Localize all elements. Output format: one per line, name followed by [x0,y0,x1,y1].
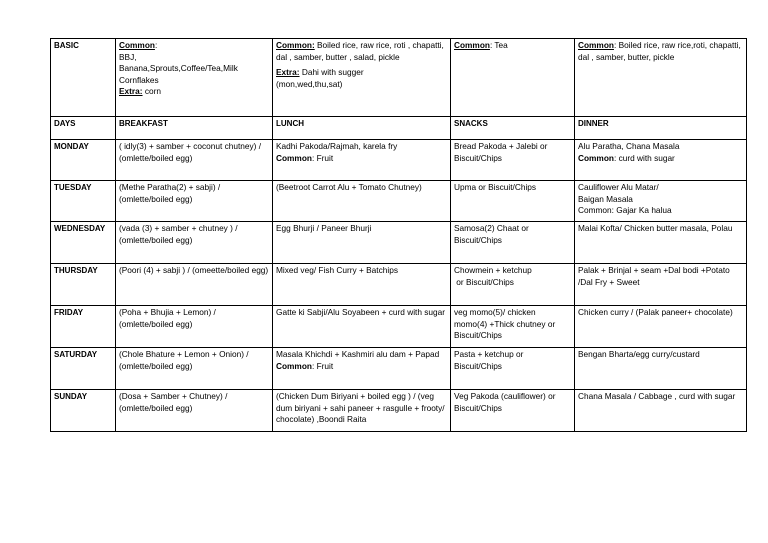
basic-lunch-extra [276,67,447,79]
day-cell: MONDAY [51,140,116,181]
table-row [51,181,747,222]
common-label: Common [578,40,614,50]
dinner-cell: Chicken curry / (Palak paneer+ chocolate) [575,306,747,348]
basic-lunch-extra-days: (mon,wed,thu,sat) [276,78,343,89]
basic-breakfast-line: Cornflakes [119,74,159,85]
table-row [51,348,747,390]
header-row [51,117,747,140]
lunch-text: Kadhi Pakoda/Rajmah, karela fry [276,141,398,151]
dinner-cell: Chana Masala / Cabbage , curd with sugar [575,390,747,432]
table-row [51,306,747,348]
dinner-cell: Palak + Brinjal + seam +Dal bodi +Potato /Dal Fry + Sweet [575,264,747,306]
breakfast-cell: (Poori (4) + sabji ) / (omeette/boiled egg) [116,264,273,306]
basic-lunch-cell [273,39,451,117]
snacks-cell: Samosa(2) Chaat or Biscuit/Chips [451,222,575,264]
header-snacks: SNACKS [451,117,575,140]
table-row [51,264,747,306]
snacks-cell: veg momo(5)/ chicken momo(4) +Thick chutney or Biscuit/Chips [451,306,575,348]
basic-dinner-cell [575,39,747,117]
basic-breakfast-extra [119,86,269,98]
breakfast-cell: (Dosa + Samber + Chutney) / (omlette/boiled egg) [116,390,273,432]
snacks-cell: Veg Pakoda (cauliflower) or Biscuit/Chips [451,390,575,432]
common-text: : Fruit [311,360,334,371]
common-text: Boiled rice, raw rice, roti , chapatti, dal , samber, butter , salad, pickle [276,40,444,62]
basic-label: BASIC [51,39,116,117]
dinner-line: Common: Gajar Ka halua [578,205,672,216]
extra-text: Dahi with sugger [299,67,364,78]
lunch-cell: (Chicken Dum Biriyani + boiled egg ) / (veg dum biriyani + sahi paneer + rasgulle + frooty/ chocolate) ,Boondi Raita [273,390,451,432]
dinner-cell: Malai Kofta/ Chicken butter masala, Polau [575,222,747,264]
day-cell: SUNDAY [51,390,116,432]
common-label: Common [454,40,490,50]
table-row [51,222,747,264]
breakfast-cell: ( idly(3) + samber + coconut chutney) / (omlette/boiled egg) [116,140,273,181]
day-cell: FRIDAY [51,306,116,348]
snacks-cell [451,264,575,306]
basic-breakfast-line: Banana,Sprouts,Coffee/Tea,Milk [119,63,238,74]
header-dinner: DINNER [575,117,747,140]
basic-breakfast-line: BBJ, [119,51,137,62]
common-label: Common [578,152,614,163]
extra-text: corn [142,86,161,97]
header-lunch: LUNCH [273,117,451,140]
dinner-text: Alu Paratha, Chana Masala [578,141,680,151]
snacks-cell: Upma or Biscuit/Chips [451,181,575,222]
basic-lunch-common [276,40,444,62]
basic-row [51,39,747,117]
header-breakfast: BREAKFAST [116,117,273,140]
snacks-line: Chowmein + ketchup [454,265,532,275]
lunch-cell: Mixed veg/ Fish Curry + Batchips [273,264,451,306]
lunch-common [276,153,447,165]
snacks-cell: Pasta + ketchup or Biscuit/Chips [451,348,575,390]
table-row [51,390,747,432]
dinner-line: Cauliflower Alu Matar/ [578,182,659,192]
lunch-cell [273,348,451,390]
lunch-text: Masala Khichdi + Kashmiri alu dam + Papad [276,349,440,359]
breakfast-cell: (vada (3) + samber + chutney ) / (omlette/boiled egg) [116,222,273,264]
basic-snacks-cell [451,39,575,117]
common-label: Common [276,360,312,371]
extra-label: Extra: [119,86,143,97]
breakfast-cell: (Poha + Bhujia + Lemon) / (omlette/boiled egg) [116,306,273,348]
snacks-line: or Biscuit/Chips [454,276,514,287]
table-row [51,140,747,181]
lunch-cell: Egg Bhurji / Paneer Bhurji [273,222,451,264]
weekly-menu-table [50,38,747,432]
day-cell: TUESDAY [51,181,116,222]
breakfast-cell: (Methe Paratha(2) + sabji) / (omlette/boiled egg) [116,181,273,222]
extra-label: Extra: [276,67,300,78]
dinner-line: Baigan Masala [578,193,633,204]
lunch-common [276,361,447,373]
common-text: : Tea [489,40,508,50]
snacks-cell: Bread Pakoda + Jalebi or Biscuit/Chips [451,140,575,181]
common-text: : Boiled rice, raw rice,roti, chapatti, dal , samber, butter, pickle [578,40,741,62]
common-text: : Fruit [311,152,334,163]
lunch-cell: Gatte ki Sabji/Alu Soyabeen + curd with sugar [273,306,451,348]
lunch-cell: (Beetroot Carrot Alu + Tomato Chutney) [273,181,451,222]
dinner-cell [575,140,747,181]
common-label: Common [276,152,312,163]
dinner-common [578,153,743,165]
day-cell: SATURDAY [51,348,116,390]
dinner-cell: Bengan Bharta/egg curry/custard [575,348,747,390]
common-colon: : [154,40,158,50]
day-cell: WEDNESDAY [51,222,116,264]
day-cell: THURSDAY [51,264,116,306]
breakfast-cell: (Chole Bhature + Lemon + Onion) / (omlette/boiled egg) [116,348,273,390]
common-text: : curd with sugar [613,152,675,163]
basic-breakfast-cell [116,39,273,117]
lunch-cell [273,140,451,181]
header-days: DAYS [51,117,116,140]
common-label: Common [119,40,155,50]
dinner-cell [575,181,747,222]
common-label: Common: [276,40,315,50]
